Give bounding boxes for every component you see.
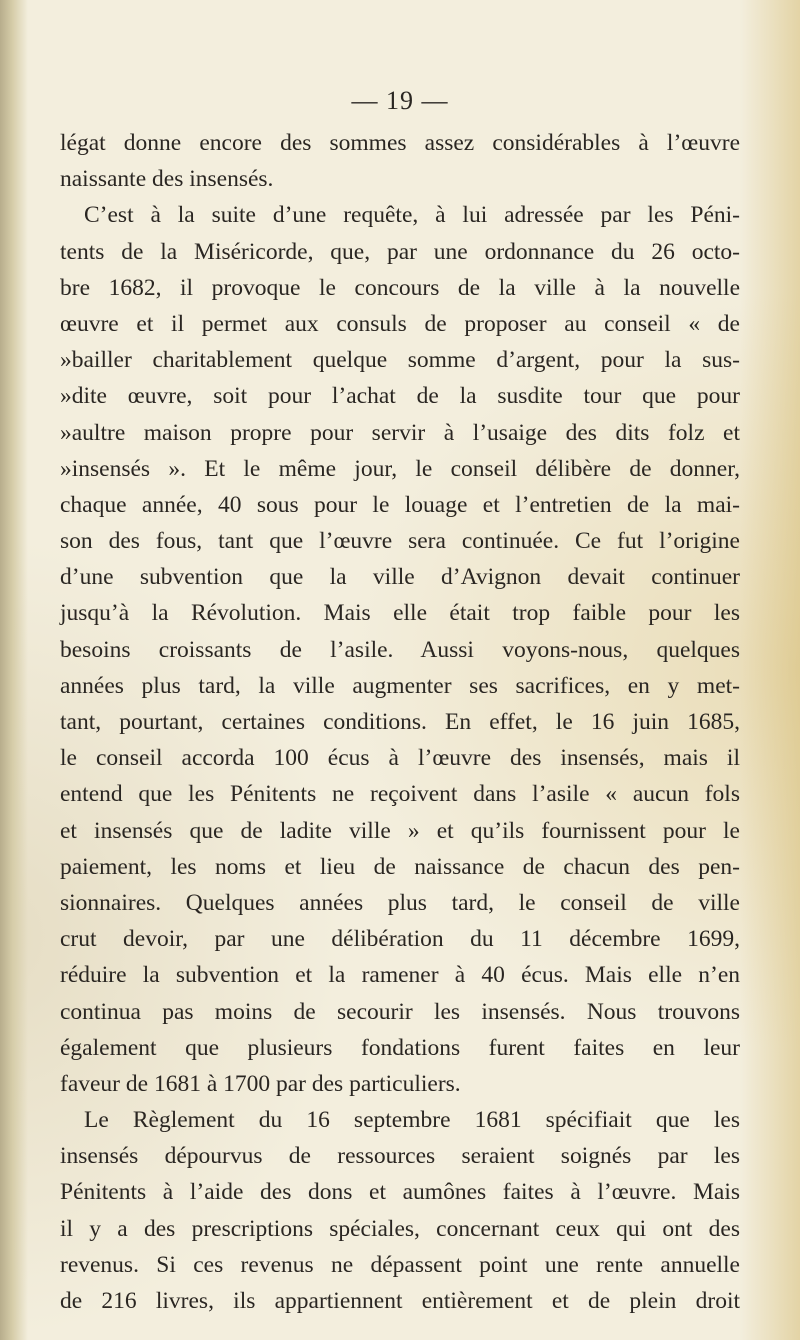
text-line: également que plusieurs fondations furent faites en leur (60, 1034, 740, 1061)
text-line: besoins croissants de l’asile. Aussi voyons-nous, quelques (60, 636, 740, 663)
text-line: naissante des insensés. (60, 166, 274, 193)
text-line: tant, pourtant, certaines conditions. En effet, le 16 juin 1685, (60, 709, 740, 735)
text-line: entend que les Pénitents ne reçoivent dans l’asile « aucun fols (60, 781, 740, 808)
text-line: »bailler charitablement quelque somme d’argent, pour la sus- (60, 347, 740, 374)
text-line: sionnaires. Quelques années plus tard, le conseil de ville (60, 889, 740, 916)
text-line: légat donne encore des sommes assez considérables à l’œuvre (60, 130, 740, 156)
text-line: continua pas moins de secourir les insensés. Nous trouvons (60, 998, 740, 1025)
text-line: années plus tard, la ville augmenter ses sacrifices, en y met- (60, 672, 740, 699)
page-right-edge-stain (740, 0, 800, 1340)
text-line: Pénitents à l’aide des dons et aumônes faites à l’œuvre. Mais (60, 1179, 740, 1206)
text-line: d’une subvention que la ville d’Avignon devait continuer (60, 564, 740, 591)
text-line: il y a des prescriptions spéciales, concernant ceux qui ont des (60, 1215, 740, 1242)
text-line: »dite œuvre, soit pour l’achat de la susdite tour que pour (60, 383, 740, 410)
page-left-edge-shadow (0, 0, 28, 1340)
text-line: réduire la subvention et la ramener à 40 écus. Mais elle n’en (60, 962, 740, 989)
text-line: tents de la Miséricorde, que, par une ordonnance du 26 octo- (60, 238, 740, 265)
text-line: »aultre maison propre pour servir à l’usaige des dits folz et (60, 419, 740, 446)
text-line: crut devoir, par une délibération du 11 décembre 1699, (60, 926, 740, 953)
body-text (60, 125, 740, 1319)
text-line: de 216 livres, ils appartiennent entièrement et de plein droit (60, 1288, 740, 1314)
text-line: revenus. Si ces revenus ne dépassent point une rente annuelle (60, 1251, 740, 1278)
text-line: le conseil accorda 100 écus à l’œuvre des insensés, mais il (60, 745, 740, 772)
text-line: son des fous, tant que l’œuvre sera continuée. Ce fut l’origine (60, 528, 740, 555)
text-line: »insensés ». Et le même jour, le conseil délibère de donner, (60, 455, 740, 482)
text-line: paiement, les noms et lieu de naissance de chacun des pen- (60, 853, 740, 880)
text-line: Le Règlement du 16 septembre 1681 spécifiait que les (84, 1107, 740, 1134)
text-line: bre 1682, il provoque le concours de la ville à la nouvelle (60, 274, 740, 301)
text-line: jusqu’à la Révolution. Mais elle était trop faible pour les (60, 600, 740, 627)
text-line: C’est à la suite d’une requête, à lui adressée par les Péni- (84, 202, 740, 229)
text-line: et insensés que de ladite ville » et qu’ils fournissent pour le (60, 817, 740, 844)
page-number: — 19 — (351, 86, 449, 115)
text-line: chaque année, 40 sous pour le louage et l’entretien de la mai- (60, 491, 740, 518)
text-line: faveur de 1681 à 1700 par des particuliers. (60, 1070, 461, 1097)
text-line: insensés dépourvus de ressources seraient soignés par les (60, 1143, 740, 1170)
text-line: œuvre et il permet aux consuls de proposer au conseil « de (60, 310, 740, 337)
